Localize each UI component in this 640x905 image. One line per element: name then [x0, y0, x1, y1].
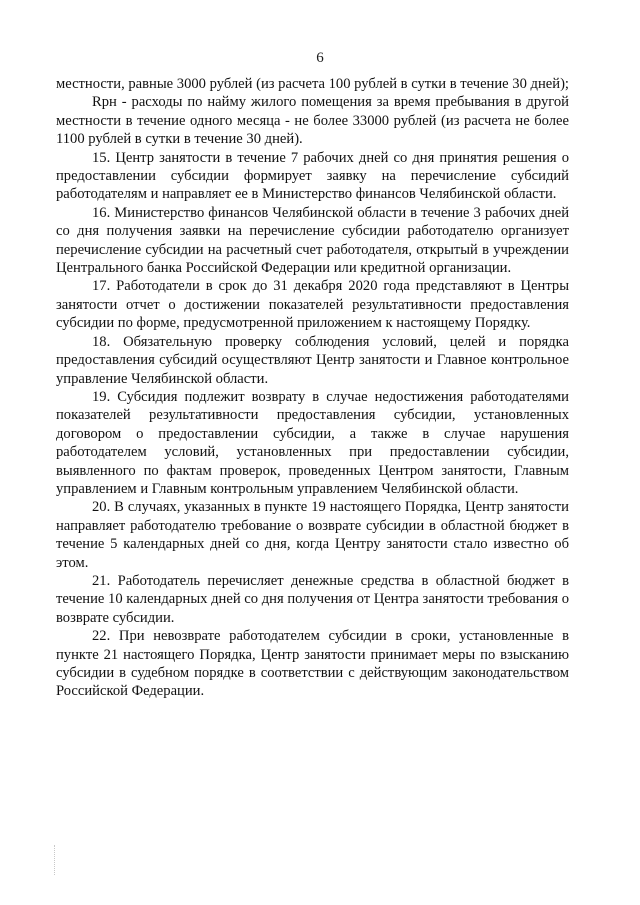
paragraph-rent-expenses: Rрн - расходы по найму жилого помещения за время пребывания в другой местности в течение одного месяца - не более 33000 рублей (из расчета не более 1100 рублей в сутки в течение 30 дней).: [56, 94, 569, 148]
document-body: [56, 75, 569, 701]
paragraph-item-18: 18. Обязательную проверку соблюдения условий, целей и порядка предоставления субсидий осуществляют Центр занятости и Главное контрольное управление Челябинской области.: [56, 333, 569, 387]
paragraph-item-15: 15. Центр занятости в течение 7 рабочих дней со дня принятия решения о предоставлении субсидии формирует заявку на перечисление субсидий работодателям и направляет ее в Министерство финансов Челябинской области.: [56, 149, 569, 203]
paragraph-item-16: 16. Министерство финансов Челябинской области в течение 3 рабочих дней со дня получения заявки на перечисление субсидии работодателю организует перечисление субсидии на расчетный счет работодателя, открытый в учреждении Центрального банка Российской Федерации или кредитной организации.: [56, 204, 569, 277]
paragraph-item-19: 19. Субсидия подлежит возврату в случае недостижения работодателями показателей результативности предоставления субсидии, установленных договором о предоставлении субсидии, а также в случае нарушения работодателем условий, установленных при предоставлении субсидии, выявленного по фактам проверок, проведенных Центром занятости, Главным управлением и Главным контрольным управлением Челябинской области.: [56, 388, 569, 497]
paragraph-continuation: местности, равные 3000 рублей (из расчета 100 рублей в сутки в течение 30 дней);: [56, 76, 569, 92]
paragraph-item-21: 21. Работодатель перечисляет денежные средства в областной бюджет в течение 10 календарных дней со дня получения от Центра занятости требования о возврате субсидии.: [56, 572, 569, 626]
paragraph-item-22: 22. При невозврате работодателем субсидии в сроки, установленные в пункте 21 настоящего Порядка, Центр занятости принимает меры по взысканию субсидии в судебном порядке в соответствии с действующим законодательством Российской Федерации.: [56, 628, 569, 700]
page-number: 6: [316, 50, 324, 66]
paragraph-item-20: 20. В случаях, указанных в пункте 19 настоящего Порядка, Центр занятости направляет работодателю требование о возврате субсидии в областной бюджет в течение 5 календарных дней со дня, когда Центру занятости стало известно об этом.: [56, 499, 569, 571]
scan-artifact-mark: [54, 845, 58, 875]
paragraph-item-17: 17. Работодатели в срок до 31 декабря 2020 года представляют в Центры занятости отчет о достижении показателей результативности предоставления субсидии по форме, предусмотренной приложением к настоящему Порядку.: [56, 278, 569, 332]
